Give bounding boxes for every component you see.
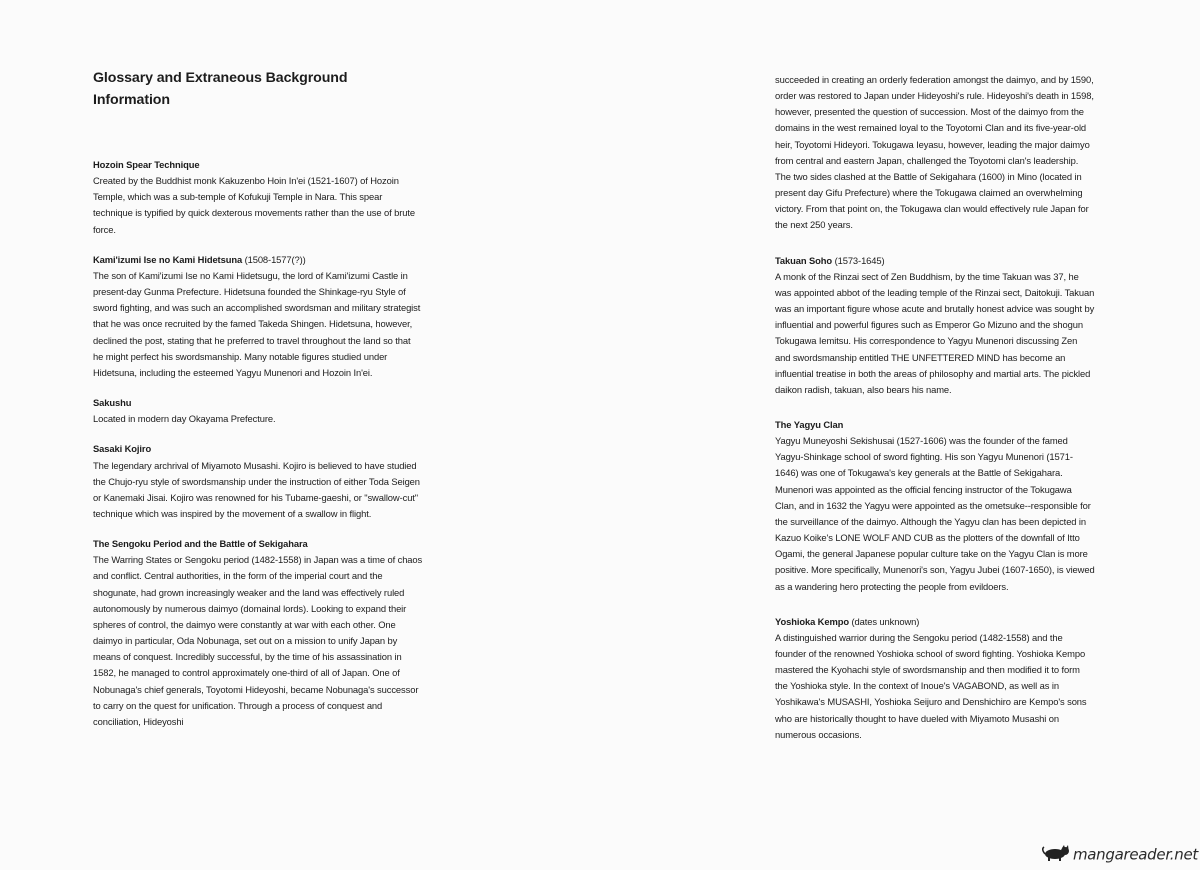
entry-text: succeeded in creating an orderly federation amongst the daimyo, and by 1590, order was restored to Japan under Hideyoshi's rule. Hideyoshi's death in 1598, however, presented the question of succession. Most of the daimyo from the domains in the west remained loyal to the Toyotomi Clan and its five-year-old heir, Toyotomi Hideyori. Tokugawa Ieyasu, however, leading the major daimyo from central and eastern Japan, challenged the Toyotomi clan's leadership. The two sides clashed at the Battle of Sekigahara (1600) in Mino (located in present day Gifu Prefecture) where the Tokugawa claimed an overwhelming victory. From that point on, the Tokugawa clan would effectively rule Japan for the next 250 years.: [775, 74, 1094, 231]
entry-heading: Hozoin Spear Technique: [93, 159, 200, 170]
entry-text: Located in modern day Okayama Prefecture.: [93, 413, 276, 425]
entry-text: The Warring States or Sengoku period (1482-1558) in Japan was a time of chaos and conflict. Central authorities, in the form of the imperial court and the shogunate, had grown increasingly weaker and the land was effectively ruled autonomously by numerous daimyo (domainal lords). Looking to expand their spheres of control, the daimyo were constantly at war with each other. One daimyo in particular, Oda Nobunaga, set out on a mission to unify Japan by means of conquest. Incredibly successful, by the time of his assassination in 1582, he managed to control approximately one-third of all of Japan. One of Nobunaga's chief generals, Toyotomi Hideyoshi, became Nobunaga's successor to carry on the quest for unification. Through a process of conquest and conciliation, Hideyoshi: [93, 554, 423, 727]
entry-text: A distinguished warrior during the Sengoku period (1482-1558) and the founder of the renowned Yoshioka school of sword fighting. Yoshioka Kempo mastered the Kyohachi style of swordsmanship and then modified it to form the Yoshioka style. In the context of Inoue's VAGABOND, as well as in Yoshikawa's MUSASHI, Yoshioka Seijuro and Denshichiro are Kempo's sons who are historically thought to have dueled with Miyamoto Musashi on numerous occasions.: [775, 631, 1087, 740]
entry-text: Yagyu Muneyoshi Sekishusai (1527-1606) was the founder of the famed Yagyu-Shinkage school of sword fighting. His son Yagyu Munenori (1571-1646) was one of Tokugawa's key generals at the Battle of Sekigahara. Munenori was appointed as the official fencing instructor of the Tokugawa Clan, and in 1632 the Yagyu were appointed as the ometsuke--responsible for the surveillance of the daimyo. Although the Yagyu clan has been depicted in Kazuo Koike's LONE WOLF AND CUB as the plotters of the downfall of Itto Ogami, the general Japanese popular culture take on the Yagyu Clan is more positive. More specifically, Munenori's son, Yagyu Jubei (1607-1650), is viewed as a wandering hero protecting the people from evildoers.: [775, 435, 1095, 592]
entry-heading: Takuan Soho (1573-1645): [775, 254, 885, 266]
right-page: [600, 0, 1200, 870]
glossary-entry: [93, 536, 423, 730]
cat-logo-icon: [1041, 845, 1071, 865]
site-watermark: [1041, 845, 1198, 865]
entry-heading: The Sengoku Period and the Battle of Sekigahara: [93, 538, 308, 550]
left-column: [93, 68, 423, 744]
glossary-entry: [775, 614, 1095, 743]
right-column: [775, 72, 1095, 757]
entry-heading: Kami'izumi Ise no Kami Hidetsuna (1508-1577(?)): [93, 253, 306, 265]
glossary-entry: [93, 395, 423, 427]
entry-text: Created by the Buddhist monk Kakuzenbo Hoin In'ei (1521-1607) of Hozoin Temple, which was a sub-temple of Kofukuji Temple in Nara. This spear technique is typified by quick dexterous movements rather than the use of brute force.: [93, 175, 415, 235]
entry-heading: Sasaki Kojiro: [93, 443, 152, 455]
entry-text: A monk of the Rinzai sect of Zen Buddhism, by the time Takuan was 37, he was appointed abbot of the leading temple of the Rinzai sect, Daitokuji. Takuan was an important figure whose acute and brutally honest advice was sought by influential and powerful figures such as Emperor Go Mizuno and the shogun Tokugawa Iemitsu. His correspondence to Yagyu Munenori discussing Zen and swordsmanship entitled THE UNFETTERED MIND has become an influential treatise in both the areas of philosophy and martial arts. The pickled daikon radish, takuan, also bears his name.: [775, 270, 1095, 395]
entry-text: The legendary archrival of Miyamoto Musashi. Kojiro is believed to have studied the Chujo-ryu style of swordsmanship under the instruction of either Toda Seigen or Kanemaki Jisai. Kojiro was renowned for his Tubame-gaeshi, or "swallow-cut" technique which was inspired by the movement of a swallow in flight.: [93, 459, 420, 519]
glossary-entry-continued: [775, 72, 1095, 234]
entry-heading: Sakushu: [93, 397, 132, 409]
glossary-entry: [775, 417, 1095, 595]
glossary-entry: [93, 157, 423, 238]
entry-text: The son of Kami'izumi Ise no Kami Hidetsugu, the lord of Kami'izumi Castle in present-day Gunma Prefecture. Hidetsuna founded the Shinkage-ryu Style of sword fighting, and was such an accomplished swordsman and military strategist that he was once recruited by the famed Takeda Shingen. Hidetsuna, however, declined the post, stating that he preferred to travel throughout the land so that he might perfect his swordsmanship. Many notable figures studied under Hidetsuna, including the esteemed Yagyu Munenori and Hozoin In'ei.: [93, 269, 421, 378]
glossary-entry: [93, 252, 423, 381]
watermark-text: mangareader.net: [1072, 845, 1198, 864]
glossary-entry: [93, 441, 423, 522]
page-title: Glossary and Extraneous Background Information: [93, 70, 348, 108]
entry-heading: The Yagyu Clan: [775, 418, 844, 430]
entry-heading: Yoshioka Kempo (dates unknown): [775, 615, 920, 627]
glossary-entry: [775, 253, 1095, 398]
